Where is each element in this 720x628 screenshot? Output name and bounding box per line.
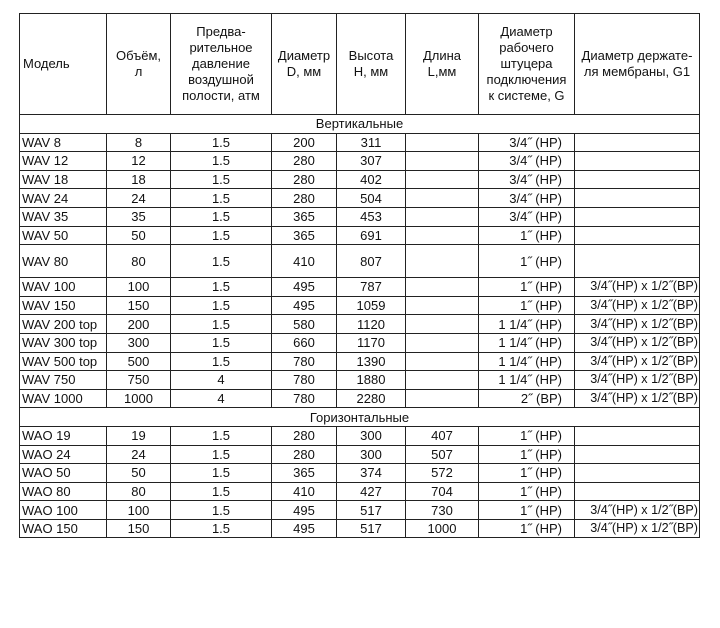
table-row xyxy=(20,170,700,189)
header-connection: Диаметр рабочего штуцера подключения к системе, G xyxy=(479,14,575,115)
cell-pressure: 1.5 xyxy=(171,426,272,445)
cell-model: WAV 150 xyxy=(20,296,107,315)
cell-model: WAV 300 top xyxy=(20,333,107,352)
table-row xyxy=(20,519,700,538)
cell-connection: 1˝ (НР) xyxy=(479,278,575,297)
cell-connection: 1 1/4˝ (НР) xyxy=(479,315,575,334)
cell-model: WAV 24 xyxy=(20,189,107,208)
cell-volume: 35 xyxy=(107,207,171,226)
cell-diameter: 280 xyxy=(272,152,337,171)
cell-holder xyxy=(575,482,700,501)
cell-model: WAV 750 xyxy=(20,371,107,390)
cell-model: WAO 100 xyxy=(20,501,107,520)
cell-connection: 1 1/4˝ (НР) xyxy=(479,333,575,352)
cell-holder: 3/4˝(НР) х 1/2˝(ВР) xyxy=(575,371,700,390)
cell-pressure: 1.5 xyxy=(171,296,272,315)
cell-model: WAV 50 xyxy=(20,226,107,245)
cell-height: 504 xyxy=(337,189,406,208)
table-row xyxy=(20,389,700,408)
header-model: Модель xyxy=(20,14,107,115)
table-row xyxy=(20,278,700,297)
cell-volume: 50 xyxy=(107,464,171,483)
cell-volume: 500 xyxy=(107,352,171,371)
cell-model: WAO 80 xyxy=(20,482,107,501)
cell-holder xyxy=(575,464,700,483)
cell-pressure: 1.5 xyxy=(171,352,272,371)
cell-length xyxy=(406,352,479,371)
cell-volume: 150 xyxy=(107,296,171,315)
table-row xyxy=(20,352,700,371)
table-row xyxy=(20,482,700,501)
cell-connection: 1 1/4˝ (НР) xyxy=(479,371,575,390)
cell-holder xyxy=(575,189,700,208)
cell-model: WAV 12 xyxy=(20,152,107,171)
spec-table-container xyxy=(19,13,700,538)
table-row xyxy=(20,207,700,226)
cell-holder xyxy=(575,207,700,226)
cell-connection: 3/4˝ (НР) xyxy=(479,189,575,208)
cell-volume: 50 xyxy=(107,226,171,245)
cell-length: 507 xyxy=(406,445,479,464)
cell-holder xyxy=(575,245,700,278)
cell-volume: 100 xyxy=(107,278,171,297)
cell-pressure: 1.5 xyxy=(171,501,272,520)
cell-holder xyxy=(575,152,700,171)
cell-diameter: 410 xyxy=(272,482,337,501)
cell-volume: 18 xyxy=(107,170,171,189)
cell-pressure: 1.5 xyxy=(171,333,272,352)
cell-length xyxy=(406,133,479,152)
cell-length xyxy=(406,152,479,171)
cell-volume: 200 xyxy=(107,315,171,334)
cell-connection: 1˝ (НР) xyxy=(479,464,575,483)
cell-diameter: 495 xyxy=(272,519,337,538)
cell-length xyxy=(406,333,479,352)
table-row xyxy=(20,333,700,352)
cell-volume: 80 xyxy=(107,245,171,278)
cell-pressure: 1.5 xyxy=(171,207,272,226)
header-length: Длина L,мм xyxy=(406,14,479,115)
table-row xyxy=(20,152,700,171)
cell-diameter: 280 xyxy=(272,445,337,464)
table-row xyxy=(20,464,700,483)
cell-length: 407 xyxy=(406,426,479,445)
cell-connection: 1˝ (НР) xyxy=(479,245,575,278)
cell-model: WAV 35 xyxy=(20,207,107,226)
cell-connection: 3/4˝ (НР) xyxy=(479,133,575,152)
cell-height: 311 xyxy=(337,133,406,152)
cell-holder: 3/4˝(НР) х 1/2˝(ВР) xyxy=(575,352,700,371)
cell-height: 517 xyxy=(337,519,406,538)
cell-connection: 1˝ (НР) xyxy=(479,501,575,520)
cell-volume: 1000 xyxy=(107,389,171,408)
cell-connection: 3/4˝ (НР) xyxy=(479,152,575,171)
table-row xyxy=(20,315,700,334)
cell-holder xyxy=(575,170,700,189)
cell-pressure: 1.5 xyxy=(171,152,272,171)
table-row xyxy=(20,133,700,152)
cell-model: WAO 24 xyxy=(20,445,107,464)
cell-pressure: 1.5 xyxy=(171,445,272,464)
cell-diameter: 280 xyxy=(272,189,337,208)
cell-height: 517 xyxy=(337,501,406,520)
cell-model: WAV 80 xyxy=(20,245,107,278)
cell-volume: 12 xyxy=(107,152,171,171)
cell-length xyxy=(406,389,479,408)
cell-length xyxy=(406,296,479,315)
table-row xyxy=(20,501,700,520)
cell-holder xyxy=(575,226,700,245)
cell-height: 691 xyxy=(337,226,406,245)
cell-volume: 24 xyxy=(107,189,171,208)
cell-pressure: 4 xyxy=(171,389,272,408)
table-row xyxy=(20,426,700,445)
cell-pressure: 1.5 xyxy=(171,133,272,152)
cell-diameter: 365 xyxy=(272,207,337,226)
cell-length: 1000 xyxy=(406,519,479,538)
cell-height: 427 xyxy=(337,482,406,501)
cell-length xyxy=(406,170,479,189)
header-row xyxy=(20,14,700,115)
cell-model: WAO 150 xyxy=(20,519,107,538)
cell-holder: 3/4˝(НР) х 1/2˝(ВР) xyxy=(575,315,700,334)
cell-length xyxy=(406,189,479,208)
cell-volume: 100 xyxy=(107,501,171,520)
table-row xyxy=(20,189,700,208)
cell-height: 1059 xyxy=(337,296,406,315)
section-row-horizontal xyxy=(20,408,700,427)
table-row xyxy=(20,296,700,315)
cell-holder: 3/4˝(НР) х 1/2˝(ВР) xyxy=(575,389,700,408)
cell-length: 572 xyxy=(406,464,479,483)
cell-height: 300 xyxy=(337,426,406,445)
cell-volume: 8 xyxy=(107,133,171,152)
table-row xyxy=(20,226,700,245)
cell-diameter: 660 xyxy=(272,333,337,352)
header-height: Высота H, мм xyxy=(337,14,406,115)
cell-diameter: 780 xyxy=(272,352,337,371)
cell-height: 1120 xyxy=(337,315,406,334)
cell-volume: 750 xyxy=(107,371,171,390)
header-pressure: Предва- рительное давление воздушной полости, атм xyxy=(171,14,272,115)
cell-pressure: 1.5 xyxy=(171,245,272,278)
cell-volume: 24 xyxy=(107,445,171,464)
cell-length: 730 xyxy=(406,501,479,520)
cell-connection: 2˝ (ВР) xyxy=(479,389,575,408)
cell-height: 2280 xyxy=(337,389,406,408)
cell-connection: 1˝ (НР) xyxy=(479,226,575,245)
cell-length: 704 xyxy=(406,482,479,501)
cell-holder: 3/4˝(НР) х 1/2˝(ВР) xyxy=(575,278,700,297)
table-row xyxy=(20,445,700,464)
header-holder: Диаметр держате- ля мембраны, G1 xyxy=(575,14,700,115)
cell-length xyxy=(406,315,479,334)
table-row xyxy=(20,245,700,278)
table-row xyxy=(20,371,700,390)
cell-model: WAV 200 top xyxy=(20,315,107,334)
cell-height: 453 xyxy=(337,207,406,226)
cell-model: WAV 500 top xyxy=(20,352,107,371)
table-body xyxy=(20,115,700,538)
cell-connection: 1˝ (НР) xyxy=(479,426,575,445)
cell-diameter: 495 xyxy=(272,501,337,520)
cell-pressure: 1.5 xyxy=(171,170,272,189)
cell-pressure: 1.5 xyxy=(171,315,272,334)
cell-holder xyxy=(575,133,700,152)
cell-diameter: 780 xyxy=(272,371,337,390)
cell-length xyxy=(406,245,479,278)
cell-diameter: 495 xyxy=(272,296,337,315)
cell-diameter: 495 xyxy=(272,278,337,297)
cell-height: 1880 xyxy=(337,371,406,390)
cell-diameter: 280 xyxy=(272,170,337,189)
cell-model: WAV 8 xyxy=(20,133,107,152)
cell-volume: 300 xyxy=(107,333,171,352)
cell-pressure: 1.5 xyxy=(171,482,272,501)
section-title: Горизонтальные xyxy=(20,408,700,427)
cell-pressure: 1.5 xyxy=(171,278,272,297)
cell-holder xyxy=(575,445,700,464)
cell-diameter: 580 xyxy=(272,315,337,334)
cell-holder xyxy=(575,426,700,445)
cell-model: WAV 1000 xyxy=(20,389,107,408)
section-title: Вертикальные xyxy=(20,115,700,134)
cell-pressure: 4 xyxy=(171,371,272,390)
cell-holder: 3/4˝(НР) х 1/2˝(ВР) xyxy=(575,333,700,352)
cell-model: WAV 100 xyxy=(20,278,107,297)
cell-height: 1390 xyxy=(337,352,406,371)
section-row-vertical xyxy=(20,115,700,134)
cell-height: 787 xyxy=(337,278,406,297)
cell-model: WAV 18 xyxy=(20,170,107,189)
cell-connection: 3/4˝ (НР) xyxy=(479,207,575,226)
cell-connection: 1˝ (НР) xyxy=(479,296,575,315)
cell-model: WAO 19 xyxy=(20,426,107,445)
cell-model: WAO 50 xyxy=(20,464,107,483)
cell-length xyxy=(406,371,479,390)
cell-length xyxy=(406,207,479,226)
header-volume: Объём, л xyxy=(107,14,171,115)
cell-height: 402 xyxy=(337,170,406,189)
cell-volume: 80 xyxy=(107,482,171,501)
cell-diameter: 410 xyxy=(272,245,337,278)
cell-diameter: 200 xyxy=(272,133,337,152)
cell-volume: 150 xyxy=(107,519,171,538)
cell-diameter: 365 xyxy=(272,464,337,483)
cell-volume: 19 xyxy=(107,426,171,445)
header-diameter: Диаметр D, мм xyxy=(272,14,337,115)
cell-connection: 3/4˝ (НР) xyxy=(479,170,575,189)
cell-connection: 1˝ (НР) xyxy=(479,519,575,538)
cell-holder: 3/4˝(НР) х 1/2˝(ВР) xyxy=(575,519,700,538)
cell-height: 300 xyxy=(337,445,406,464)
cell-holder: 3/4˝(НР) х 1/2˝(ВР) xyxy=(575,501,700,520)
cell-connection: 1˝ (НР) xyxy=(479,482,575,501)
cell-pressure: 1.5 xyxy=(171,226,272,245)
cell-holder: 3/4˝(НР) х 1/2˝(ВР) xyxy=(575,296,700,315)
cell-height: 374 xyxy=(337,464,406,483)
cell-height: 1170 xyxy=(337,333,406,352)
cell-connection: 1˝ (НР) xyxy=(479,445,575,464)
cell-pressure: 1.5 xyxy=(171,464,272,483)
cell-diameter: 280 xyxy=(272,426,337,445)
cell-length xyxy=(406,226,479,245)
spec-table xyxy=(19,13,700,538)
cell-pressure: 1.5 xyxy=(171,189,272,208)
cell-height: 807 xyxy=(337,245,406,278)
cell-diameter: 365 xyxy=(272,226,337,245)
cell-length xyxy=(406,278,479,297)
cell-diameter: 780 xyxy=(272,389,337,408)
cell-height: 307 xyxy=(337,152,406,171)
cell-connection: 1 1/4˝ (НР) xyxy=(479,352,575,371)
cell-pressure: 1.5 xyxy=(171,519,272,538)
